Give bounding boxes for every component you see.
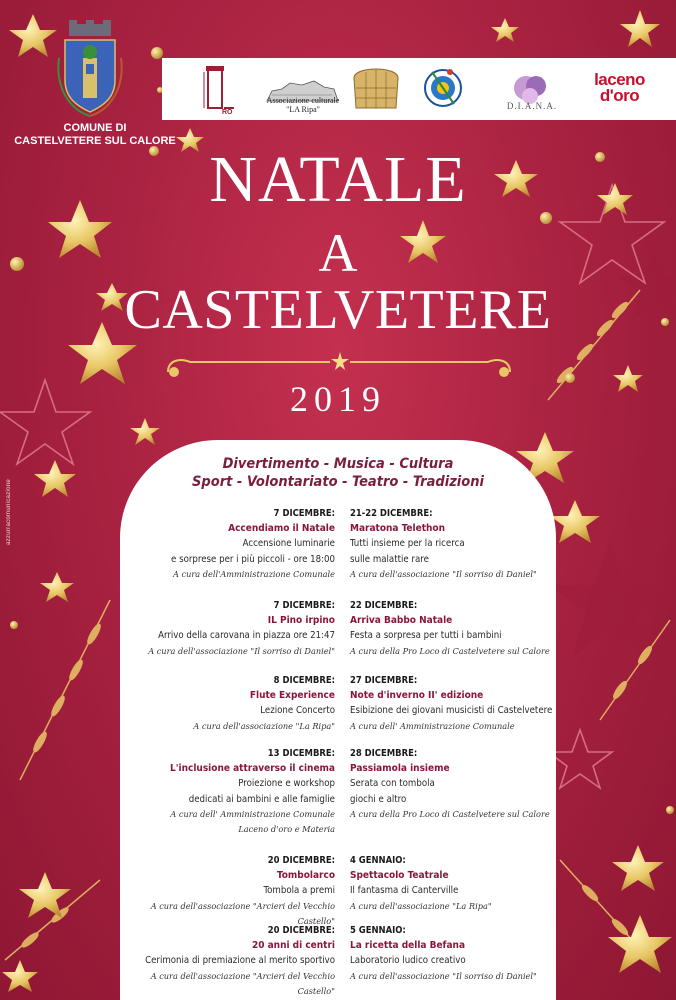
event-date: 27 DICEMBRE: [350,675,418,686]
event-credit: A cura dell' Amministrazione Comunale [170,808,335,819]
title-year: 2019 [290,379,386,419]
event-description: Tutti insieme per la ricerca [350,538,465,550]
event-description: Laboratorio ludico creativo [350,955,466,967]
basket-logo [346,58,406,120]
event-date: 13 DICEMBRE: [267,748,335,759]
event-description: e sorprese per i più piccoli - ore 18:00 [171,553,335,565]
pro-loco-tower-logo [200,58,236,120]
la-ripa-text [258,96,348,114]
event-credit: A cura dell'associazione "La Ripa" [350,900,492,911]
event-left-3 [125,673,335,734]
tagline-line2: Sport - Volontariato - Teatro - Tradizioni [192,474,484,490]
event-credit: A cura dell' Amministrazione Comunale [350,720,515,731]
event-description: Cerimonia di premiazione al merito sportivo [145,955,335,967]
event-date: 20 DICEMBRE: [267,855,335,866]
event-description: Esibizione dei giovani musicisti di Castelvetere [350,705,553,717]
event-description: sulle malattie rare [350,553,429,565]
comune-label-line1: COMUNE DI [63,122,127,134]
event-credit: A cura dell'associazione "Il sorriso di Daniel" [350,970,537,981]
event-name: Arriva Babbo Natale [350,615,453,627]
title-natale: NATALE [209,143,467,216]
event-name: IL Pino irpino [267,615,335,627]
designer-credit: azzurracomunicazione [6,478,12,545]
event-right-6 [350,923,560,984]
event-date: 8 DICEMBRE: [273,675,335,686]
event-right-2 [350,598,560,659]
event-credit: Laceno d'oro e Materia [238,824,335,835]
event-name: Maratona Telethon [350,523,446,535]
archery-logo [420,58,466,120]
event-description: Arrivo della carovana in piazza ore 21:47 [158,630,335,642]
diana-text: D.I.A.N.A. [506,101,558,111]
event-credit: A cura dell'associazione "Il sorriso di Daniel" [148,645,335,656]
event-date: 22 DICEMBRE: [350,600,418,611]
title-castelvetere: CASTELVETERE [124,279,552,341]
la-ripa-line1: Associazione culturale [266,96,340,105]
laceno-line1: laceno [594,70,645,89]
event-left-6 [125,923,335,999]
event-credit: A cura dell'associazione "Arcieri del Vecchio Castello" [150,970,335,996]
event-credit: A cura dell'associazione "Il sorriso di Daniel" [350,568,537,579]
event-right-4 [350,746,560,822]
sponsor-bar [162,58,676,120]
event-description: Festa a sorpresa per tutti i bambini [350,630,502,642]
event-date: 5 GENNAIO: [350,925,406,936]
event-left-4 [125,746,335,837]
event-credit: A cura della Pro Loco di Castelvetere sul Calore [350,808,550,819]
event-date: 4 GENNAIO: [350,855,406,866]
event-right-1 [350,506,560,582]
event-credit: A cura dell'associazione "La Ripa" [193,720,335,731]
event-credit: A cura dell'Amministrazione Comunale [172,568,335,579]
event-description: Tombola a premi [263,885,335,897]
event-left-1 [125,506,335,582]
event-description: dedicati ai bambini e alle famiglie [188,793,335,805]
event-name: Flute Experience [249,690,335,702]
event-credit: A cura dell'associazione "Arcieri del Vecchio Castello" [150,900,335,926]
event-name: L'inclusione attraverso il cinema [170,763,335,775]
event-date: 7 DICEMBRE: [273,600,335,611]
event-right-5 [350,853,560,914]
event-description: giochi e altro [350,793,407,805]
event-description: Proiezione e workshop [238,778,335,790]
event-name: 20 anni di centri [251,940,335,952]
event-description: Il fantasma di Canterville [350,885,459,897]
event-date: 7 DICEMBRE: [273,508,335,519]
la-ripa-line2: "LA Ripa" [286,105,320,114]
coat-of-arms-icon [55,18,125,118]
event-description: Serata con tombola [350,778,435,790]
event-description: Lezione Concerto [260,705,335,717]
event-name: Tombolarco [276,870,335,882]
event-date: 28 DICEMBRE: [350,748,418,759]
event-description: Accensione luminarie [242,538,335,550]
laceno-doro-logo [582,72,657,104]
event-name: Accendiamo il Natale [228,523,335,535]
comune-label-line2: CASTELVETERE SUL CALORE [14,135,176,147]
event-date: 20 DICEMBRE: [267,925,335,936]
event-name: Passiamola insieme [350,763,450,775]
event-credit: A cura della Pro Loco di Castelvetere sul Calore [350,645,550,656]
title-a: A [318,223,358,283]
event-name: La ricetta della Befana [350,940,466,952]
divider-star-icon [331,352,349,370]
event-name: Spettacolo Teatrale [350,870,449,882]
laceno-line2: d'oro [599,86,640,105]
event-left-5 [125,853,335,929]
event-right-3 [350,673,560,734]
event-name: Note d'inverno II' edizione [350,690,484,702]
tagline-line1: Divertimento - Musica - Cultura [222,456,454,472]
event-date: 21-22 DICEMBRE: [350,508,433,519]
event-left-2 [125,598,335,659]
pro-loco-badge: RO [222,109,233,116]
